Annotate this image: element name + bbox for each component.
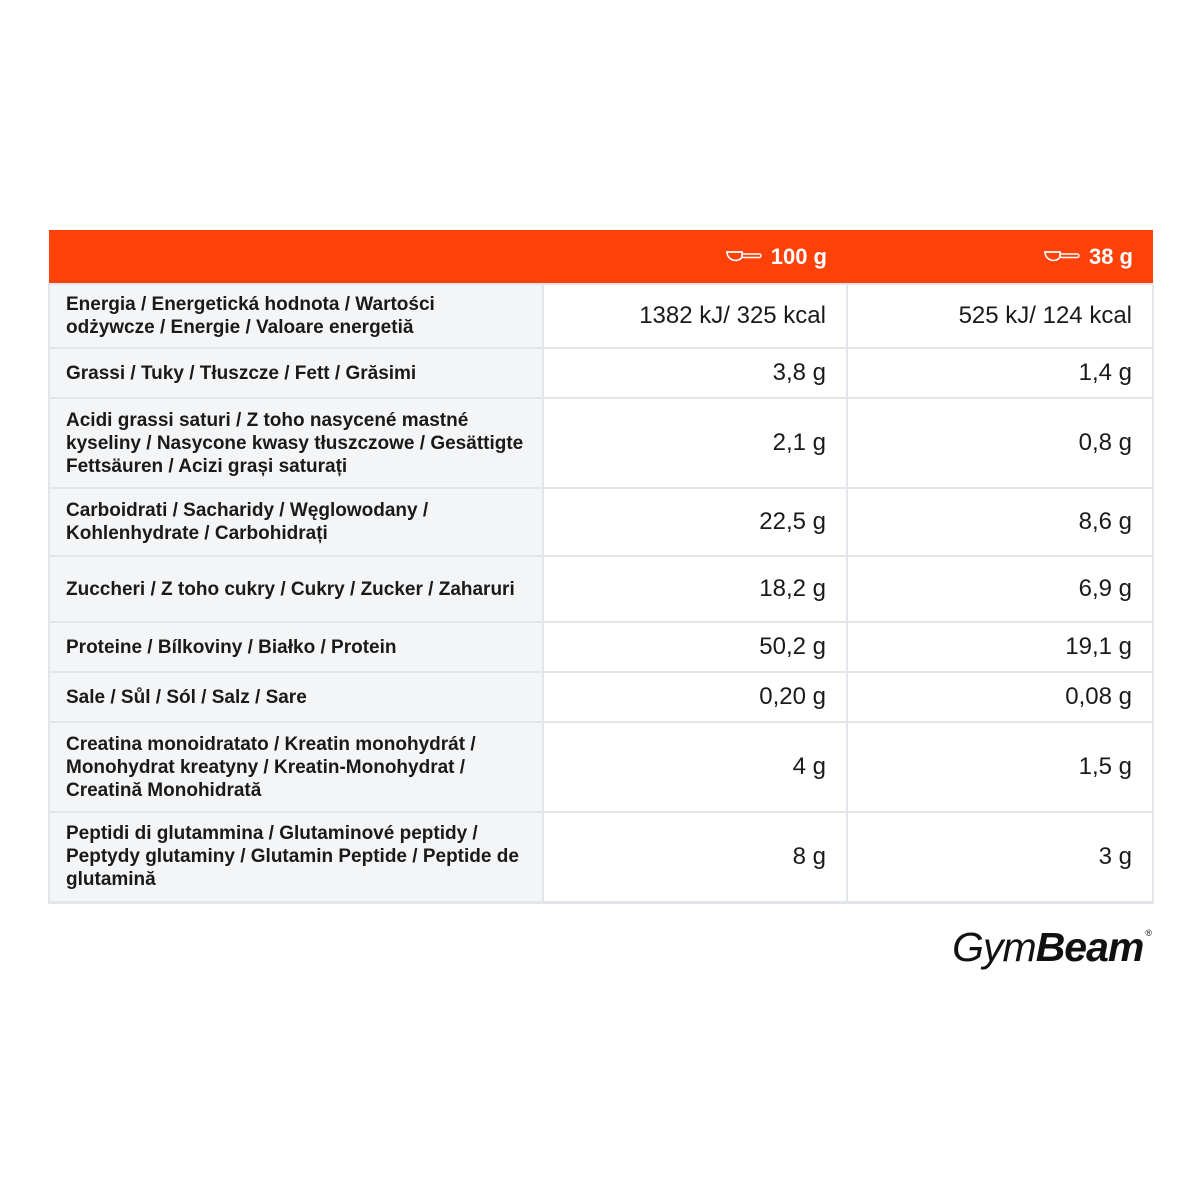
value-per-serving: 3 g: [847, 812, 1153, 902]
nutrient-label: Proteine / Bílkoviny / Białko / Protein: [49, 622, 543, 672]
value-per-100g: 8 g: [543, 812, 847, 902]
nutrient-label: Creatina monoidratato / Kreatin monohydrát / Monohydrat kreatyny / Kreatin-Monohydrat / Creatină Monohidrată: [49, 722, 543, 812]
scoop-icon: [1043, 247, 1081, 265]
table-row: [49, 672, 1153, 722]
table-row: [49, 398, 1153, 488]
nutrient-label: Peptidi di glutammina / Glutaminové peptidy / Peptydy glutaminy / Glutamin Peptide / Peptide de glutamină: [49, 812, 543, 902]
value-per-100g: 18,2 g: [543, 556, 847, 622]
value-per-serving: 525 kJ/ 124 kcal: [847, 284, 1153, 348]
nutrition-table-container: [48, 230, 1152, 904]
value-per-100g: 1382 kJ/ 325 kcal: [543, 284, 847, 348]
header-per-100g-label: 100 g: [770, 243, 827, 269]
table-row: [49, 622, 1153, 672]
header-per-100g: [543, 230, 847, 284]
value-per-100g: 3,8 g: [543, 348, 847, 398]
nutrient-label: Zuccheri / Z toho cukry / Cukry / Zucker / Zaharuri: [49, 556, 543, 622]
header-per-serving: [847, 230, 1153, 284]
table-row: [49, 556, 1153, 622]
value-per-100g: 4 g: [543, 722, 847, 812]
value-per-100g: 2,1 g: [543, 398, 847, 488]
value-per-serving: 1,4 g: [847, 348, 1153, 398]
table-header-row: [49, 230, 1153, 284]
table-row: [49, 284, 1153, 348]
table-row: [49, 722, 1153, 812]
header-blank-cell: [49, 230, 543, 284]
table-row: [49, 488, 1153, 556]
value-per-serving: 1,5 g: [847, 722, 1153, 812]
value-per-serving: 0,8 g: [847, 398, 1153, 488]
value-per-100g: 50,2 g: [543, 622, 847, 672]
value-per-100g: 0,20 g: [543, 672, 847, 722]
table-row: [49, 812, 1153, 902]
nutrient-label: Grassi / Tuky / Tłuszcze / Fett / Grăsimi: [49, 348, 543, 398]
nutrient-label: Energia / Energetická hodnota / Wartości odżywcze / Energie / Valoare energetiă: [49, 284, 543, 348]
logo-text-beam: Beam: [1035, 924, 1144, 970]
scoop-icon: [725, 247, 763, 265]
nutrient-label: Carboidrati / Sacharidy / Węglowodany / Kohlenhydrate / Carbohidrați: [49, 488, 543, 556]
value-per-serving: 8,6 g: [847, 488, 1153, 556]
nutrient-label: Sale / Sůl / Sól / Salz / Sare: [49, 672, 543, 722]
nutrient-label: Acidi grassi saturi / Z toho nasycené mastné kyseliny / Nasycone kwasy tłuszczowe / Gesättigte Fettsäuren / Acizi grași saturați: [49, 398, 543, 488]
value-per-serving: 19,1 g: [847, 622, 1153, 672]
value-per-100g: 22,5 g: [543, 488, 847, 556]
nutrition-table: [48, 230, 1154, 904]
table-row: [49, 348, 1153, 398]
value-per-serving: 0,08 g: [847, 672, 1153, 722]
registered-mark: ®: [1145, 928, 1152, 938]
value-per-serving: 6,9 g: [847, 556, 1153, 622]
header-per-serving-label: 38 g: [1088, 243, 1133, 269]
gymbeam-logo: [952, 924, 1152, 974]
logo-text-gym: Gym: [952, 924, 1036, 970]
